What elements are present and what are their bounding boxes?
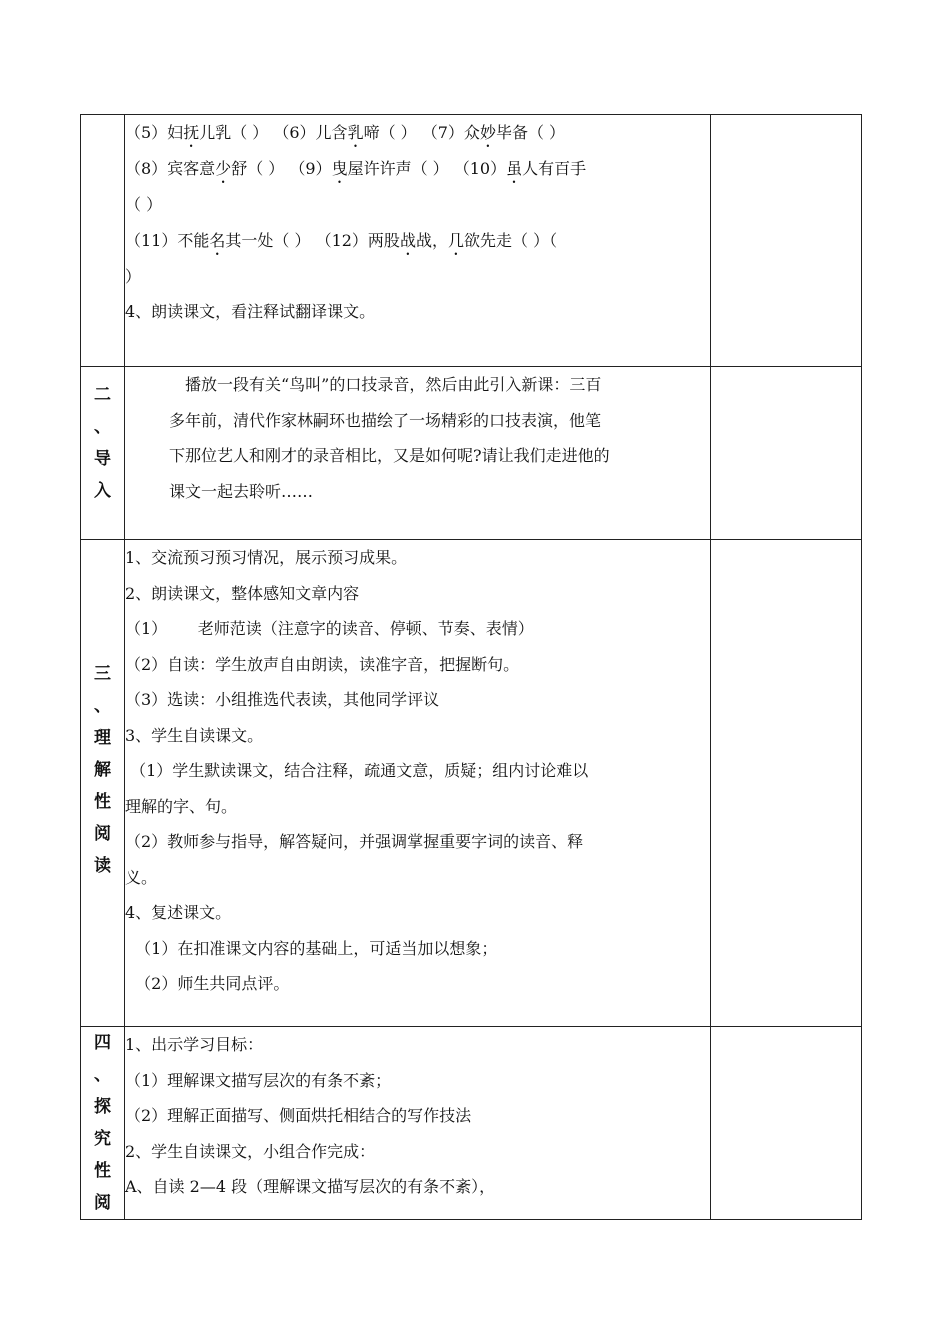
text-line: 课文一起去聆听……	[169, 481, 314, 501]
label-char: 入	[94, 481, 111, 501]
vocab-line: ）	[125, 266, 142, 286]
vocab-line: （11）不能名其一处（ ） （12）两股战战，几欲先走（ ）（	[125, 230, 558, 250]
text-line: 2、学生自读课文，小组合作完成：	[125, 1141, 376, 1161]
text-line: 理解的字、句。	[125, 796, 238, 816]
text-line: （1）学生默读课文，结合注释，疏通文意，质疑；组内讨论难以	[125, 761, 589, 780]
row-label-cell	[81, 115, 125, 367]
notes-cell	[711, 540, 862, 1027]
text-line: （2）自读：学生放声自由朗读，读准字音，把握断句。	[125, 654, 520, 674]
text-line: （2）教师参与指导，解答疑问，并强调掌握重要字词的读音、释	[125, 832, 584, 851]
label-char: 究	[94, 1129, 111, 1149]
table-row	[81, 540, 862, 1027]
lesson-plan-table	[80, 114, 862, 1220]
label-char: 四	[94, 1033, 111, 1053]
vocab-line: （ ）	[125, 195, 163, 214]
text-line: 多年前，清代作家林嗣环也描绘了一场精彩的口技表演，他笔	[169, 410, 602, 430]
label-char: 阅	[94, 824, 111, 844]
row-content-cell	[125, 1027, 711, 1220]
label-char: 理	[94, 728, 111, 748]
row-label-cell	[81, 1027, 125, 1220]
text-line: 1、出示学习目标：	[125, 1035, 264, 1054]
label-char: 导	[94, 449, 111, 469]
label-char: 二	[94, 385, 111, 405]
label-char: 读	[94, 856, 111, 876]
row-content-cell	[125, 367, 711, 540]
label-char: 阅	[94, 1193, 111, 1213]
text-line: 播放一段有关“鸟叫”的口技录音，然后由此引入新课：三百	[185, 375, 602, 394]
text-line: （3）选读：小组推选代表读，其他同学评议	[125, 690, 440, 709]
label-char: 性	[94, 1161, 111, 1181]
table-row	[81, 115, 862, 367]
text-line: （1）在扣准课文内容的基础上，可适当加以想象；	[125, 938, 498, 958]
text-line: 下那位艺人和刚才的录音相比，又是如何呢?请让我们走进他的	[169, 446, 610, 465]
row-content-cell	[125, 540, 711, 1027]
label-char: 解	[94, 760, 111, 780]
label-char: 三	[94, 664, 111, 684]
vocab-line: （8）宾客意少舒（ ） （9）曳屋许许声（ ） （10）虽人有百手	[125, 159, 587, 178]
text-line: （2）师生共同点评。	[125, 974, 290, 993]
text-line: （1） 老师范读（注意字的读音、停顿、节奏、表情）	[125, 619, 534, 638]
table-row	[81, 367, 862, 540]
label-char: 性	[94, 792, 111, 812]
text-line: 2、朗读课文，整体感知文章内容	[125, 583, 360, 603]
table-row	[81, 1027, 862, 1220]
vocab-line: （5）妇抚儿乳（ ） （6）儿含乳啼（ ） （7）众妙毕备（ ）	[125, 123, 566, 142]
text-line: 1、交流预习预习情况，展示预习成果。	[125, 548, 408, 567]
row-label-cell	[81, 540, 125, 1027]
text-line: A、自读 2—4 段（理解课文描写层次的有条不紊），	[125, 1177, 496, 1196]
label-char: 、	[94, 696, 111, 716]
notes-cell	[711, 367, 862, 540]
row-label-cell	[81, 367, 125, 540]
notes-cell	[711, 1027, 862, 1220]
label-char: 、	[94, 417, 111, 437]
text-line: 义。	[125, 867, 158, 887]
notes-cell	[711, 115, 862, 367]
label-char: 探	[94, 1097, 111, 1117]
vocab-line: 4、朗读课文，看注释试翻译课文。	[125, 302, 376, 321]
label-char: 、	[94, 1065, 111, 1085]
text-line: （2）理解正面描写、侧面烘托相结合的写作技法	[125, 1106, 472, 1125]
text-line: 3、学生自读课文。	[125, 725, 264, 745]
row-content-cell	[125, 115, 711, 367]
text-line: （1）理解课文描写层次的有条不紊；	[125, 1070, 392, 1090]
text-line: 4、复述课文。	[125, 903, 232, 922]
